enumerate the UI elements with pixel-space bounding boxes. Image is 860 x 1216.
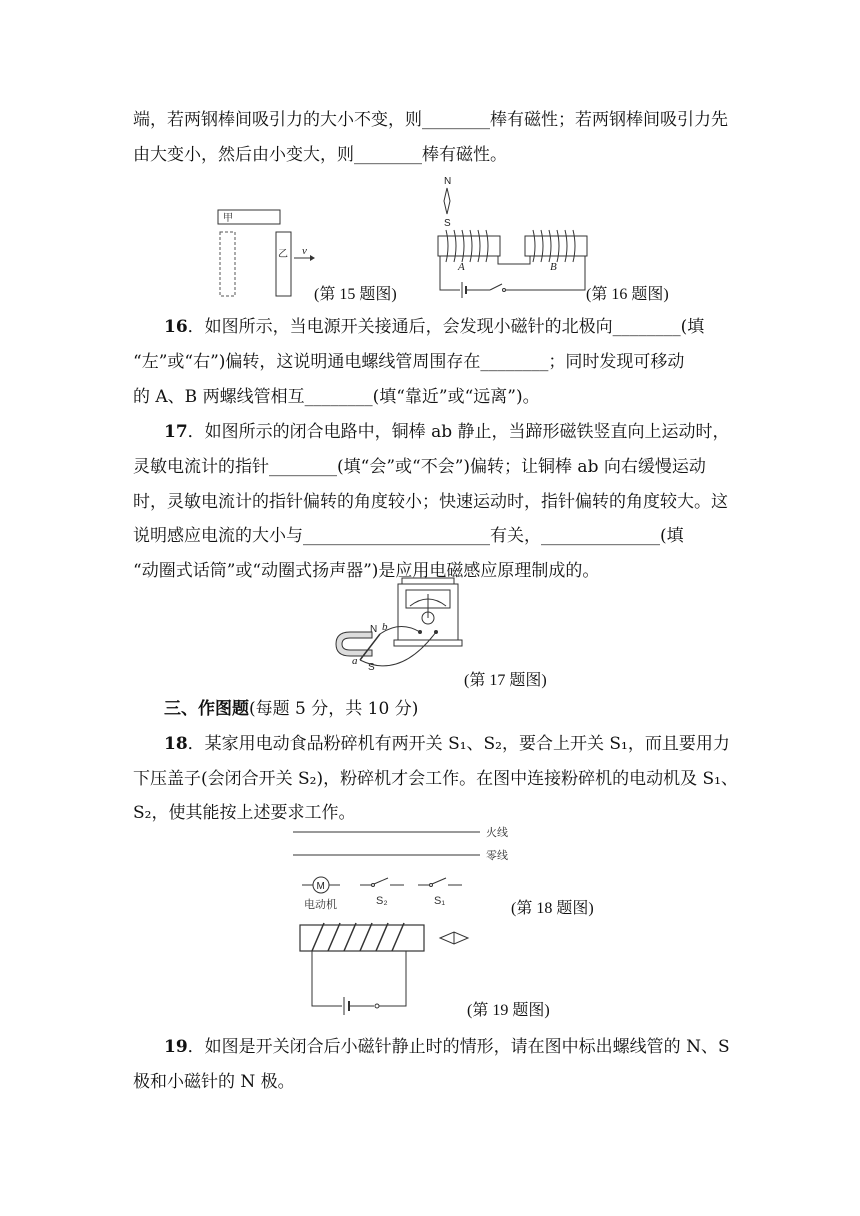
compass-needle: [444, 188, 450, 214]
figure-16: [430, 172, 590, 302]
q15-line-1: 端，若两钢棒间吸引力的大小不变，则________棒有磁性；若两钢棒间吸引力先: [133, 110, 728, 130]
s1-blade: [432, 878, 446, 884]
label-motor: 电动机: [304, 899, 337, 911]
galvanometer-top: [402, 578, 454, 584]
caption-fig18: (第 18 题图): [511, 900, 594, 917]
label-solenoid-a: A: [458, 261, 465, 273]
label-rod-a: a: [352, 655, 358, 667]
caption-fig15: (第 15 题图): [314, 286, 397, 303]
section-3-note: (每题 5 分，共 10 分): [249, 699, 419, 719]
galvanometer-base: [394, 640, 462, 646]
label-s2: S₂: [376, 895, 388, 907]
section-3-title: 三、作图题: [164, 699, 249, 719]
q19-number: 19: [164, 1037, 188, 1057]
q18-text-1: ．某家用电动食品粉碎机有两开关 S₁、S₂，要合上开关 S₁，而且要用力: [187, 734, 730, 754]
figure-17: [330, 578, 470, 690]
q19-text-1: ．如图是开关闭合后小磁针静止时的情形，请在图中标出螺线管的 N、S: [187, 1037, 730, 1057]
q18-number: 18: [164, 734, 188, 754]
bar-yi: [276, 232, 291, 296]
q16-line-1: [164, 316, 704, 338]
q16-number: 16: [164, 317, 188, 337]
q17-number: 17: [164, 422, 188, 442]
q16-line-3: 的 A、B 两螺线管相互________(填“靠近”或“远离”)。: [133, 387, 540, 407]
label-v: v: [302, 245, 307, 257]
q17-line-2: 灵敏电流计的指针________(填“会”或“不会”)偏转；让铜棒 ab 向右缓慢运动: [133, 457, 706, 477]
label-jia: 甲: [223, 213, 233, 224]
switch-16-contact: [503, 289, 506, 292]
dashed-position: [220, 232, 235, 296]
coil-a: [446, 230, 488, 262]
label-magnet-s: S: [368, 662, 375, 673]
q19-line-2: 极和小磁针的 N 极。: [133, 1072, 295, 1092]
velocity-arrowhead: [310, 255, 315, 261]
q17-line-4: 说明感应电流的大小与______________________有关，______________(填: [133, 526, 684, 546]
label-compass-s: S: [444, 218, 451, 229]
wire-a-b: [498, 256, 530, 264]
coil-19: [312, 923, 404, 951]
label-compass-n: N: [444, 176, 452, 187]
q16-text-1: ．如图所示，当电源开关接通后，会发现小磁针的北极向________(填: [187, 317, 705, 337]
switch-19-contact: [375, 1004, 379, 1008]
q18-line-1: [164, 733, 730, 755]
label-magnet-n: N: [370, 624, 378, 635]
label-rod-b: b: [382, 621, 388, 633]
wire-19-left: [312, 951, 342, 1006]
section-3-header: [164, 698, 418, 720]
label-live-wire: 火线: [486, 827, 508, 839]
s2-blade: [374, 878, 388, 884]
q18-line-2: 下压盖子(会闭合开关 S₂)，粉碎机才会工作。在图中连接粉碎机的电动机及 S₁、: [133, 769, 738, 789]
q17-line-5: “动圈式话筒”或“动圈式扬声器”)是应用电磁感应原理制成的。: [133, 561, 600, 581]
q16-line-2: “左”或“右”)偏转，这说明通电螺线管周围存在________；同时发现可移动: [133, 352, 685, 372]
q17-text-1: ．如图所示的闭合电路中，铜棒 ab 静止，当蹄形磁铁竖直向上运动时，: [187, 422, 730, 442]
caption-fig17: (第 17 题图): [464, 672, 547, 689]
q18-line-3: S₂，使其能按上述要求工作。: [133, 803, 356, 823]
q17-line-3: 时，灵敏电流计的指针偏转的角度较小；快速运动时，指针偏转的角度较大。这: [133, 492, 728, 512]
switch-16: [490, 284, 502, 290]
figure-18: [288, 822, 518, 912]
q17-line-1: [164, 421, 730, 443]
coil-b: [533, 230, 575, 262]
label-solenoid-b: B: [550, 261, 557, 273]
figure-19: [290, 915, 470, 1015]
caption-fig19: (第 19 题图): [467, 1002, 550, 1019]
caption-fig16: (第 16 题图): [586, 286, 669, 303]
q15-line-2: 由大变小，然后由小变大，则________棒有磁性。: [133, 145, 507, 165]
label-yi: 乙: [278, 249, 288, 260]
figure-15: [210, 205, 320, 300]
label-neutral-wire: 零线: [486, 850, 508, 862]
wire-left: [440, 256, 460, 290]
label-motor-m: M: [316, 881, 325, 892]
wire-19-right: [379, 951, 406, 1006]
label-s1: S₁: [434, 895, 446, 907]
q19-line-1: [164, 1036, 730, 1058]
